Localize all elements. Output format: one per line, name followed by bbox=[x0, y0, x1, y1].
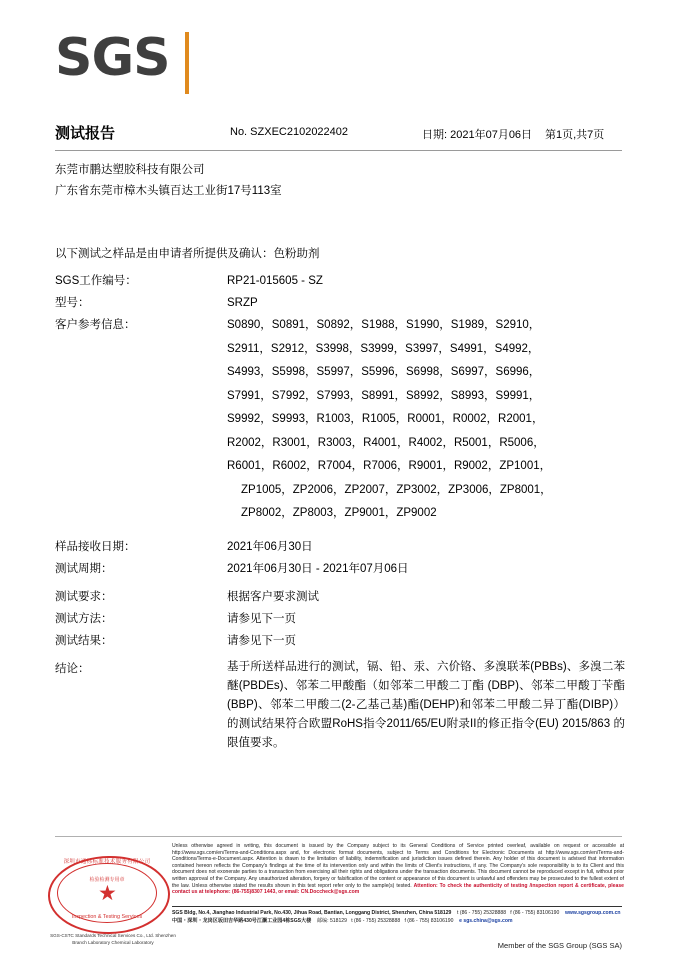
field-label: 型号： bbox=[55, 297, 90, 309]
ref-line: ZP8002，ZP8003，ZP9001，ZP9002 bbox=[241, 507, 437, 519]
field-label: 样品接收日期： bbox=[55, 540, 136, 553]
sgs-logo-accent-bar bbox=[185, 32, 189, 94]
footer-address-divider bbox=[172, 906, 622, 907]
report-fields bbox=[55, 270, 625, 753]
sample-intro-line: 以下测试之样品是由申请者所提供及确认：色粉助剂 bbox=[55, 248, 320, 260]
field-label: 测试要求： bbox=[55, 590, 113, 603]
conclusion-row bbox=[55, 658, 625, 753]
footer-divider bbox=[55, 836, 622, 837]
ref-line: R6001，R6002，R7004，R7006，R9001，R9002，ZP1001， bbox=[227, 460, 552, 472]
ref-line: S4993，S5998，S5997，S5996，S6998，S6997，S6996， bbox=[227, 366, 541, 378]
field-value: RP21-015605 - SZ bbox=[227, 275, 323, 287]
footer-attention-note: Attention: To check the authenticity of testing /inspection report & certificate, please contact us at telephone: (86-755)8307 1443, or email: CN.Doccheck@sgs.com bbox=[172, 882, 624, 896]
stamp-bottom-text: Inspection & Testing Services bbox=[71, 914, 143, 920]
field-value: 2021年06月30日 bbox=[227, 540, 313, 553]
sgs-logo-text: SGS bbox=[55, 28, 170, 88]
client-block bbox=[55, 160, 282, 202]
header-divider bbox=[55, 150, 622, 151]
field-value: 请参见下一页 bbox=[227, 634, 296, 647]
field-label: 客户参考信息： bbox=[55, 319, 136, 331]
ref-line: S2911，S2912，S3998，S3999，S3997，S4991，S4992， bbox=[227, 342, 540, 355]
footer-postcode-cn: 邮编: 518129 bbox=[316, 918, 347, 924]
customer-reference-row bbox=[55, 314, 625, 526]
footer-email[interactable]: e sgs.china@sgs.com bbox=[459, 918, 513, 924]
field-row bbox=[55, 608, 625, 630]
footer-member-text: Member of the SGS Group (SGS SA) bbox=[497, 941, 622, 950]
footer-address-en: SGS Bldg, No.4, Jianghao Industrial Park, No.430, Jihua Road, Bantian, Longgang District, Shenzhen, China 518129 bbox=[172, 910, 452, 916]
field-row bbox=[55, 536, 625, 558]
field-label: 测试周期： bbox=[55, 562, 113, 575]
footer-address-block bbox=[172, 909, 624, 925]
ref-line: R2002，R3001，R3003，R4001，R4002，R5001，R5006， bbox=[227, 436, 545, 449]
report-number: No. SZXEC2102022402 bbox=[230, 126, 349, 138]
stamp-mid-text: 检验检测专用章 bbox=[89, 877, 125, 883]
footer-address-cn: 中国・深圳・龙岗区坂田吉华路430号江灏工业园4栋SGS大楼 bbox=[172, 918, 312, 924]
footer-website[interactable]: www.sgsgroup.com.cn bbox=[564, 910, 621, 916]
footer-legal-text bbox=[172, 843, 624, 896]
footer-fax-en: f (86 - 755) 83106190 bbox=[510, 910, 560, 916]
footer-fax-cn: f (86 - 755) 83106190 bbox=[404, 918, 454, 924]
page-indicator: 第1页,共7页 bbox=[545, 129, 605, 141]
official-stamp bbox=[48, 856, 176, 945]
report-date: 日期: 2021年07月06日 bbox=[422, 129, 533, 141]
client-address: 广东省东莞市樟木头镇百达工业街17号113室 bbox=[55, 185, 282, 197]
customer-reference-values bbox=[227, 314, 625, 526]
page-title: 测试报告 bbox=[55, 125, 116, 142]
field-label: SGS工作编号： bbox=[55, 275, 137, 287]
stamp-caption: SGS-CSTC Standards Technical Services Co., Ltd. Shenzhen Branch Laboratory Chemical Laboratory bbox=[50, 933, 176, 945]
field-row bbox=[55, 586, 625, 608]
report-header-row bbox=[55, 122, 625, 146]
field-value: 2021年06月30日 - 2021年07月06日 bbox=[227, 562, 409, 575]
ref-line: S0890，S0891，S0892，S1988，S1990，S1989，S2910， bbox=[227, 319, 541, 331]
field-row bbox=[55, 630, 625, 652]
footer-tel-en: t (86 - 755) 25328888 bbox=[457, 910, 507, 916]
field-value: 请参见下一页 bbox=[227, 612, 296, 625]
field-row bbox=[55, 270, 625, 292]
sgs-logo bbox=[55, 30, 215, 92]
star-icon: ★ bbox=[98, 882, 117, 905]
footer-tel-cn: t (86 - 755) 25328888 bbox=[351, 918, 401, 924]
client-name: 东莞市鹏达塑胶科技有限公司 bbox=[55, 164, 205, 176]
ref-line: S7991，S7992，S7993，S8991，S8992，S8993，S9991， bbox=[227, 389, 541, 402]
ref-line: S9992，S9993，R1003，R1005，R0001，R0002，R2001， bbox=[227, 413, 544, 425]
field-value: SRZP bbox=[227, 297, 258, 309]
field-label: 测试方法： bbox=[55, 612, 113, 625]
footer-legal-body: Unless otherwise agreed in writing, this document is issued by the Company subject to its General Conditions of Service printed overleaf, available on request or accessible at http://www.sgs.com/en/Terms-and-Conditions.aspx and, for electronic format documents, subject to Terms and Conditions for Electronic Documents at http://www.sgs.com/en/Terms-and-Conditions/Terms-e-Document.aspx. Attention is drawn to the limitation of liability, indemnification and jurisdiction issues defined therein. Any holder of this document is advised that information contained hereon reflects the Company's findings at the time of its intervention only and within the limits of Client's instructions, if any. The Company's sole responsibility is to its Client and this document does not exonerate parties to a transaction from exercising all their rights and obligations under the transaction documents. This document cannot be reproduced except in full, without prior written approval of the Company. Any unauthorized alteration, forgery or falsification of the content or appearance of this document is unlawful and offenders may be prosecuted to the fullest extent of the law. Unless otherwise stated the results shown in this test report refer only to the sample(s) tested. bbox=[172, 843, 624, 889]
conclusion-label: 结论： bbox=[55, 662, 90, 675]
ref-line: ZP1005，ZP2006，ZP2007，ZP3002，ZP3006，ZP8001， bbox=[241, 483, 552, 496]
field-label: 测试结果： bbox=[55, 634, 113, 647]
field-value: 根据客户要求测试 bbox=[227, 590, 319, 603]
field-row bbox=[55, 292, 625, 314]
field-row bbox=[55, 558, 625, 580]
stamp-top-text: 深圳市通标标准技术服务有限公司 bbox=[63, 858, 151, 866]
conclusion-text: 基于所送样品进行的测试，镉、铅、汞、六价铬、多溴联苯(PBBs)、多溴二苯醚(PBDEs)、邻苯二甲酸酯（如邻苯二甲酸二丁酯 (DBP)、邻苯二甲酸丁苄酯(BBP)、邻苯二甲酸二(2-乙基己基)酯(DEHP)和邻苯二甲酸二异丁酯(DIBP)）的测试结果符合欧盟RoHS指令2011/65/EU附录II的修正指令(EU) 2015/863 的限值要求。 bbox=[227, 660, 625, 749]
